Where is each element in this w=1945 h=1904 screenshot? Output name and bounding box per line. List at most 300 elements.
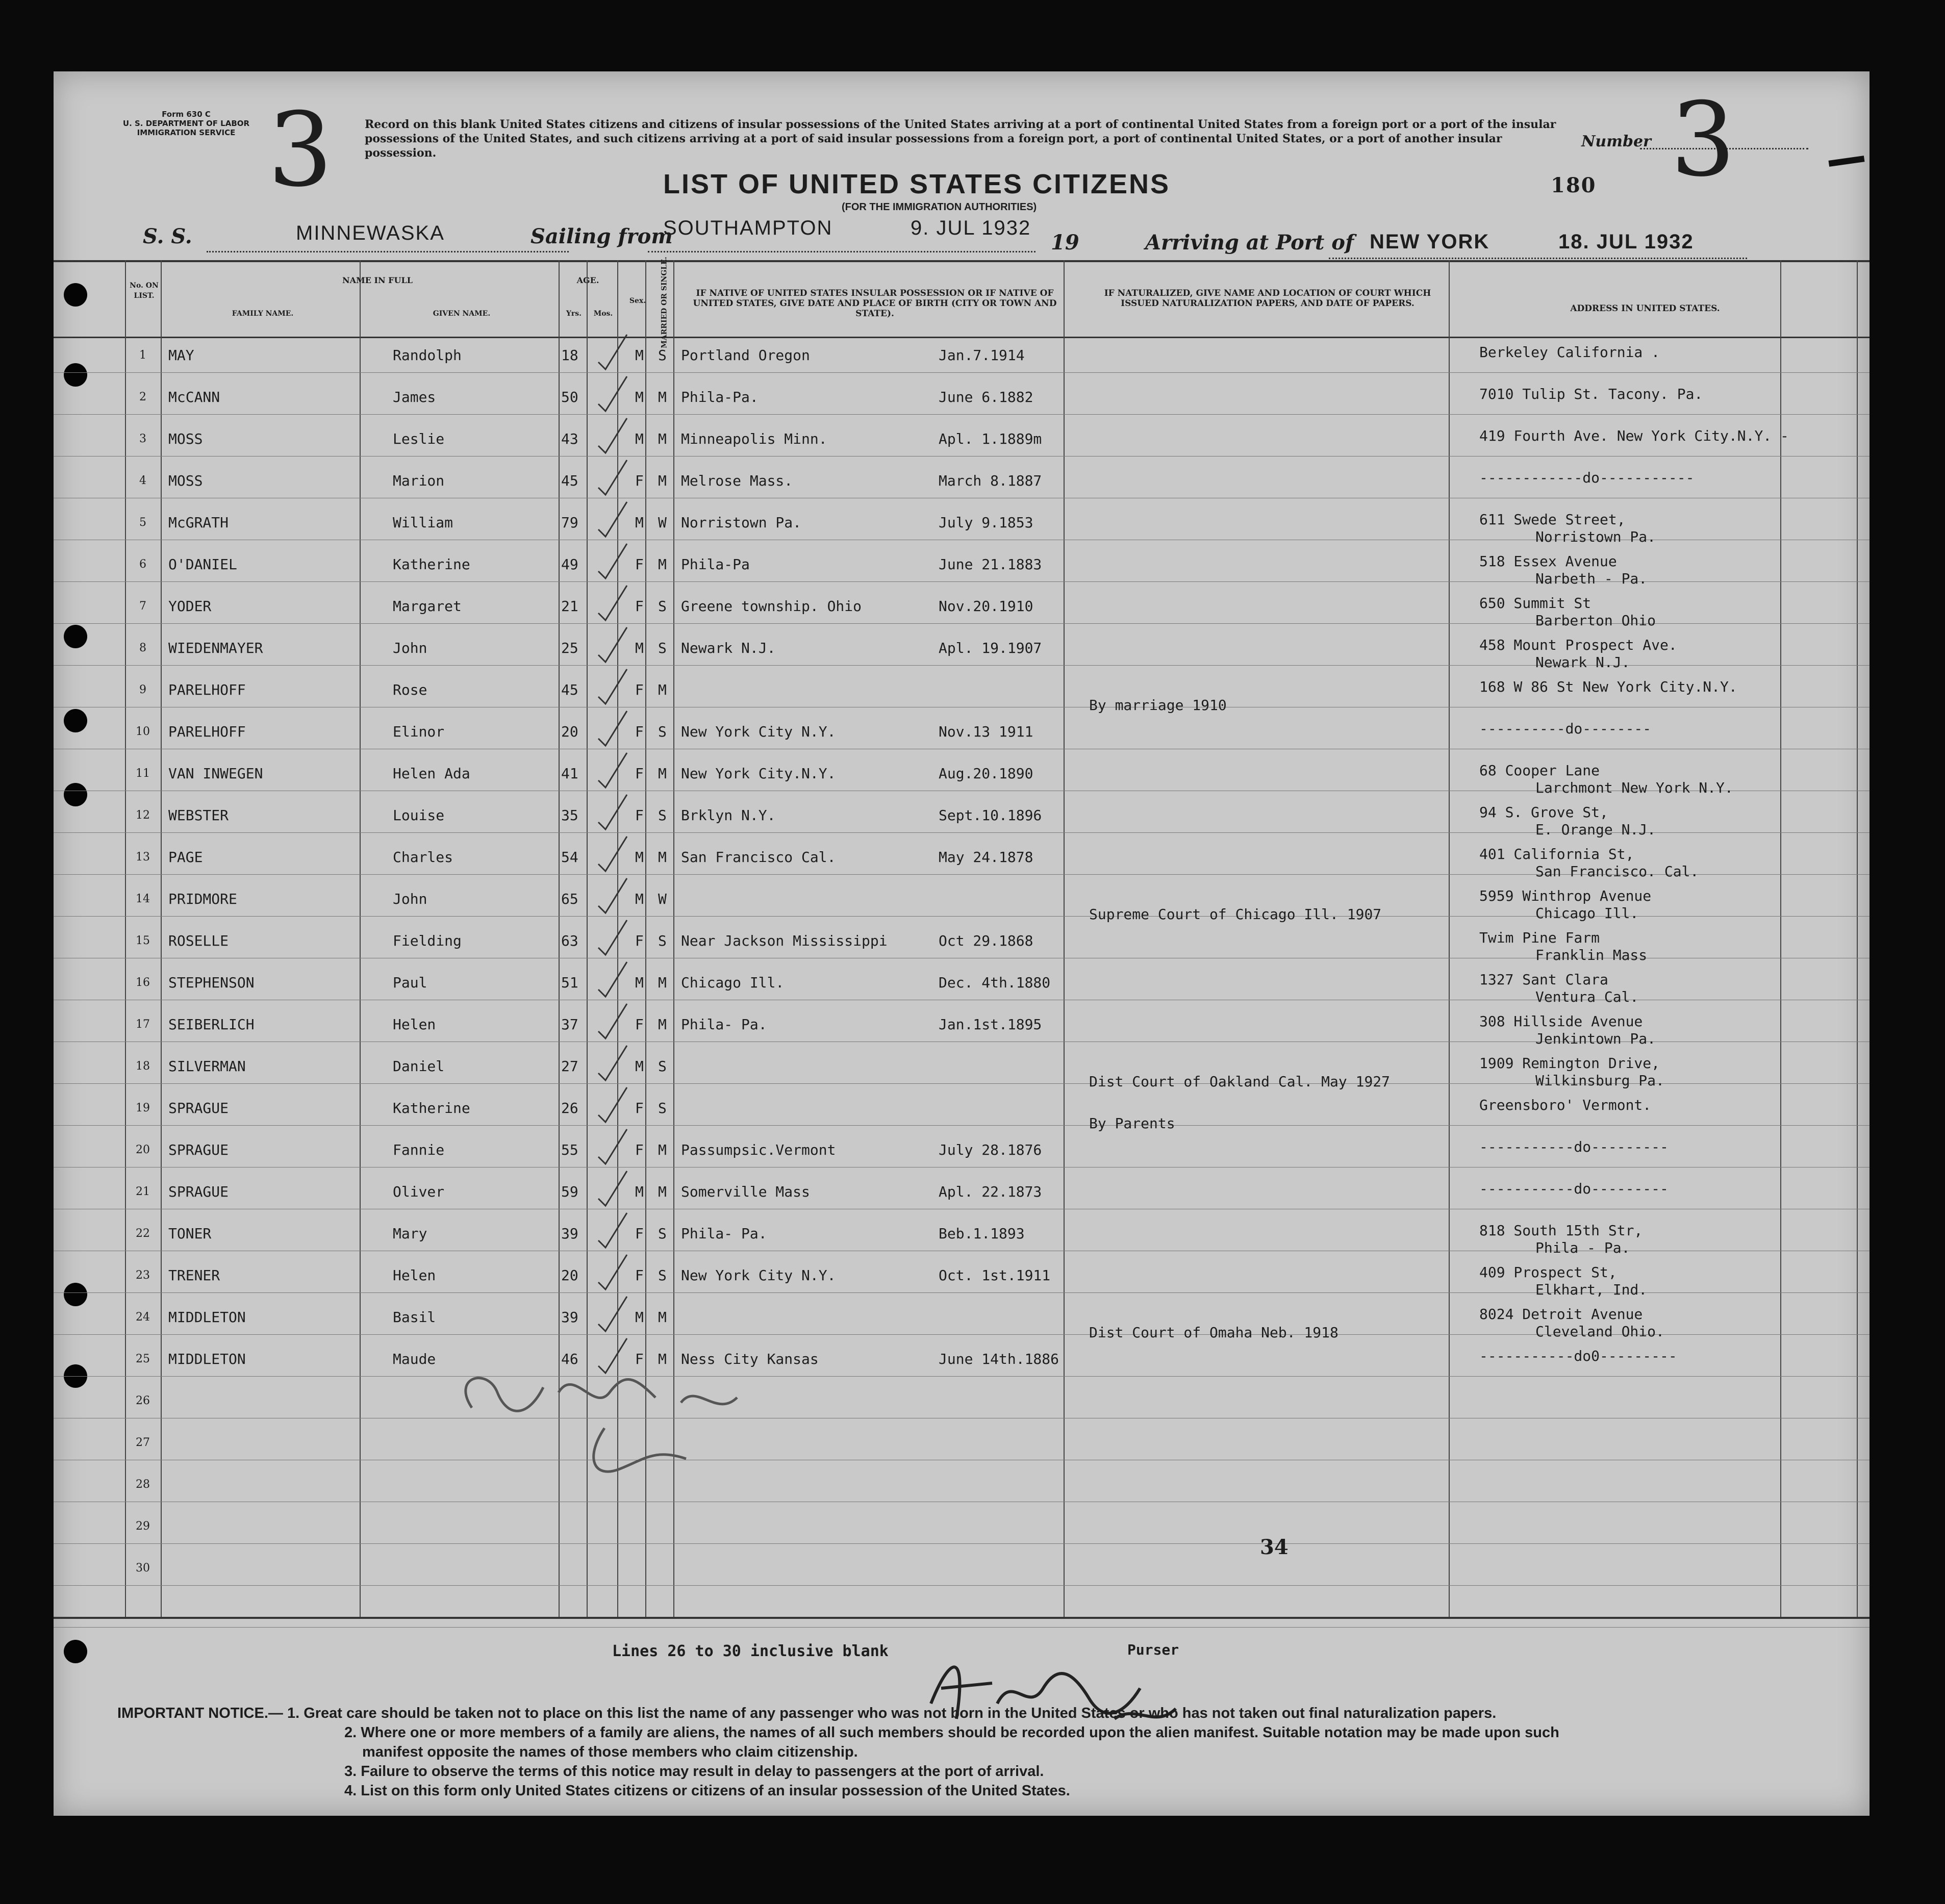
punch-hole	[64, 625, 87, 648]
cell-given: Randolph	[393, 347, 462, 364]
cell-date: June 14th.1886	[939, 1351, 1059, 1367]
cell-addr1: 401 California St,	[1479, 846, 1634, 862]
service-name: IMMIGRATION SERVICE	[137, 128, 236, 137]
check-mark-stroke	[598, 878, 627, 913]
cell-no: 13	[136, 851, 150, 864]
cell-sex: F	[635, 1225, 644, 1242]
cell-addr1: 518 Essex Avenue	[1479, 553, 1617, 570]
cell-place: Phila-Pa	[681, 556, 750, 573]
header-sex: Sex.	[629, 297, 646, 305]
cell-no: 16	[136, 976, 150, 989]
cell-given: Fielding	[393, 932, 462, 949]
cell-age: 59	[561, 1183, 578, 1200]
cell-no: 21	[136, 1185, 150, 1198]
cell-date: June 21.1883	[939, 556, 1042, 573]
cell-age: 43	[561, 430, 578, 447]
cell-addr2: Barberton Ohio	[1535, 612, 1656, 629]
cell-family: STEPHENSON	[168, 974, 255, 991]
cell-addr1: 7010 Tulip St. Tacony. Pa.	[1479, 386, 1703, 402]
form-number: Form 630 C	[162, 110, 211, 119]
cell-date: Apl. 19.1907	[939, 640, 1042, 656]
check-mark-stroke	[598, 544, 627, 578]
cell-date: Oct. 1st.1911	[939, 1267, 1051, 1284]
column-rule	[1064, 260, 1065, 1617]
year-label: 19	[1051, 231, 1079, 255]
cell-family: YODER	[168, 598, 212, 615]
cell-no: 1	[139, 349, 146, 362]
cell-given: Helen Ada	[393, 765, 470, 782]
row-rule	[54, 414, 1870, 415]
cell-sex: M	[635, 389, 644, 405]
cell-no: 9	[139, 683, 146, 696]
cell-date: Aug.20.1890	[939, 765, 1033, 782]
cell-given: Daniel	[393, 1058, 445, 1075]
cell-given: Louise	[393, 807, 445, 824]
ship-line	[207, 251, 569, 252]
cell-date: Oct 29.1868	[939, 932, 1033, 949]
cell-ms: W	[658, 891, 667, 907]
cell-addr1: 8024 Detroit Avenue	[1479, 1306, 1643, 1323]
cell-family: PARELHOFF	[168, 723, 246, 740]
check-mark-icon	[594, 1126, 630, 1167]
cell-family: SILVERMAN	[168, 1058, 246, 1075]
cell-place: Phila- Pa.	[681, 1016, 767, 1033]
cell-place: New York City N.Y.	[681, 723, 836, 740]
check-mark-stroke	[598, 1213, 627, 1248]
cell-sex: M	[635, 347, 644, 364]
cell-addr2: E. Orange N.J.	[1535, 821, 1656, 838]
check-mark-icon	[594, 708, 630, 749]
cell-addr1: 1327 Sant Clara	[1479, 971, 1608, 988]
cell-nat: Dist Court of Omaha Neb. 1918	[1089, 1324, 1338, 1341]
cell-date: Jan.7.1914	[939, 347, 1025, 364]
cell-addr2: Wilkinsburg Pa.	[1535, 1072, 1664, 1089]
arrival-line	[1329, 258, 1747, 259]
cell-given: Fannie	[393, 1141, 445, 1158]
cell-age: 49	[561, 556, 578, 573]
row-rule	[54, 1585, 1870, 1586]
header-address: ADDRESS IN UNITED STATES.	[1570, 303, 1720, 314]
check-mark-stroke	[598, 669, 627, 704]
cell-place: Newark N.J.	[681, 640, 776, 656]
check-mark-stroke	[598, 627, 627, 662]
cell-place: Portland Oregon	[681, 347, 810, 364]
cell-ms: M	[658, 430, 667, 447]
cell-addr2: Phila - Pa.	[1535, 1239, 1630, 1256]
handwritten-initials	[441, 1347, 849, 1540]
cell-sex: M	[635, 430, 644, 447]
cell-addr1: 94 S. Grove St,	[1479, 804, 1608, 821]
check-mark-icon	[594, 624, 630, 665]
cell-addr2: Chicago Ill.	[1535, 905, 1639, 922]
cell-sex: M	[635, 849, 644, 866]
check-mark-icon	[594, 582, 630, 623]
cell-ms: M	[658, 1183, 667, 1200]
cell-addr1: -----------do---------	[1479, 1138, 1669, 1155]
cell-ms: M	[658, 1016, 667, 1033]
cell-no: 4	[139, 474, 146, 487]
check-mark-icon	[594, 1252, 630, 1292]
cell-date: Apl. 22.1873	[939, 1183, 1042, 1200]
cell-date: July 28.1876	[939, 1141, 1042, 1158]
column-rule	[1449, 260, 1450, 1617]
cell-addr2: Franklin Mass	[1535, 947, 1648, 963]
cell-no: 25	[136, 1353, 150, 1365]
cell-family: VAN INWEGEN	[168, 765, 263, 782]
cell-given: Mary	[393, 1225, 427, 1242]
record-instructions: Record on this blank United States citizens and citizens of insular possessions of the United States arriving at a port of continental United States from a foreign port or a port of the insular possessions of the United States, and such citizens arriving at a port of said insular possessions from a foreign port, a port of continental United States, or a port of another insular possession.	[365, 118, 1556, 160]
cell-nat: Supreme Court of Chicago Ill. 1907	[1089, 906, 1382, 923]
cell-given: John	[393, 640, 427, 656]
cell-ms: M	[658, 1351, 667, 1367]
cell-family: O'DANIEL	[168, 556, 237, 573]
cell-place: Passumpsic.Vermont	[681, 1141, 836, 1158]
cell-addr1: Greensboro' Vermont.	[1479, 1097, 1652, 1113]
check-mark-icon	[594, 917, 630, 958]
row-rule	[54, 1543, 1870, 1544]
check-mark-stroke	[598, 418, 627, 453]
cell-place: Chicago Ill.	[681, 974, 785, 991]
notice-title: IMPORTANT NOTICE.—	[117, 1705, 283, 1721]
cell-sex: M	[635, 1183, 644, 1200]
row-rule	[54, 1376, 1870, 1377]
cell-addr1: 419 Fourth Ave. New York City.N.Y. -	[1479, 427, 1789, 444]
cell-ms: S	[658, 1100, 667, 1116]
check-mark-stroke	[598, 1004, 627, 1038]
punch-hole	[64, 283, 87, 307]
check-mark-stroke	[598, 586, 627, 620]
cell-ms: M	[658, 849, 667, 866]
header-no-on-list: No. ON LIST.	[130, 282, 159, 300]
header-birth: IF NATIVE OF UNITED STATES INSULAR POSSESSION OR IF NATIVE OF UNITED STATES, GIVE DATE AND PLACE OF BIRTH (CITY OR TOWN AND STATE).	[693, 288, 1057, 319]
notice-2b: manifest opposite the names of those members who claim citizenship.	[362, 1744, 858, 1760]
check-mark-stroke	[598, 920, 627, 955]
row-rule	[54, 1627, 1870, 1628]
check-mark-icon	[594, 875, 630, 916]
page-stamp: 180	[1551, 173, 1597, 197]
cell-no: 18	[136, 1060, 150, 1073]
cell-given: Margaret	[393, 598, 462, 615]
cell-no: 15	[136, 934, 150, 947]
cell-addr1: -----------do0---------	[1479, 1348, 1677, 1364]
page-number: 34	[1260, 1535, 1289, 1559]
cell-nat: Dist Court of Oakland Cal. May 1927	[1089, 1073, 1391, 1090]
cell-date: Nov.13 1911	[939, 723, 1033, 740]
cell-family: PAGE	[168, 849, 203, 866]
cell-no: 10	[136, 725, 150, 738]
cell-sex: F	[635, 1141, 644, 1158]
cell-age: 27	[561, 1058, 578, 1075]
check-mark-icon	[594, 457, 630, 498]
cell-date: June 6.1882	[939, 389, 1033, 405]
check-mark-stroke	[598, 376, 627, 411]
cell-addr1: 458 Mount Prospect Ave.	[1479, 637, 1677, 653]
cell-addr1: 650 Summit St	[1479, 595, 1592, 612]
cell-age: 45	[561, 472, 578, 489]
cell-ms: S	[658, 807, 667, 824]
cell-place: New York City.N.Y.	[681, 765, 836, 782]
cell-ms: M	[658, 1141, 667, 1158]
ship-name: MINNEWASKA	[296, 222, 445, 244]
cell-addr2: Ventura Cal.	[1535, 988, 1639, 1005]
cell-addr1: ------------do-----------	[1479, 469, 1695, 486]
cell-ms: S	[658, 640, 667, 656]
notice-3: 3. Failure to observe the terms of this notice may result in delay to passengers at the port of arrival.	[344, 1763, 1044, 1780]
cell-family: MOSS	[168, 472, 203, 489]
cell-sex: F	[635, 681, 644, 698]
check-mark-stroke	[598, 962, 627, 997]
check-mark-stroke	[598, 502, 627, 537]
cell-sex: F	[635, 1100, 644, 1116]
check-mark-icon	[594, 1043, 630, 1083]
check-mark-stroke	[598, 1087, 627, 1122]
cell-given: James	[393, 389, 436, 405]
cell-given: Katherine	[393, 1100, 470, 1116]
cell-addr1: 818 South 15th Str,	[1479, 1222, 1643, 1239]
cell-addr1: ----------do--------	[1479, 720, 1652, 737]
important-notice	[117, 1704, 1811, 1800]
cell-no: 20	[136, 1144, 150, 1156]
cell-no: 23	[136, 1269, 150, 1282]
cell-place: San Francisco Cal.	[681, 849, 836, 866]
punch-hole	[64, 783, 87, 806]
cell-given: Helen	[393, 1267, 436, 1284]
initials-scrawl	[466, 1378, 737, 1472]
cell-ms: S	[658, 598, 667, 615]
cell-sex: M	[635, 1058, 644, 1075]
notice-4: 4. List on this form only United States citizens or citizens of an insular possession of the United States.	[344, 1783, 1070, 1799]
cell-addr1: 168 W 86 St New York City.N.Y.	[1479, 678, 1737, 695]
check-mark-icon	[594, 1293, 630, 1334]
punch-hole	[64, 1283, 87, 1306]
cell-family: McGRATH	[168, 514, 229, 531]
cell-age: 37	[561, 1016, 578, 1033]
cell-age: 55	[561, 1141, 578, 1158]
sailing-line	[648, 251, 1035, 252]
cell-family: TRENER	[168, 1267, 220, 1284]
cell-age: 54	[561, 849, 578, 866]
cell-family: MAY	[168, 347, 194, 364]
cell-no: 11	[136, 767, 150, 780]
cell-addr2: Elkhart, Ind.	[1535, 1281, 1648, 1298]
cell-sex: F	[635, 1267, 644, 1284]
cell-date: Nov.20.1910	[939, 598, 1033, 615]
cell-addr2: Newark N.J.	[1535, 654, 1630, 671]
cell-family: SEIBERLICH	[168, 1016, 255, 1033]
cell-ms: S	[658, 1225, 667, 1242]
cell-ms: M	[658, 974, 667, 991]
date-from: 9. JUL 1932	[911, 217, 1031, 239]
header-yrs: Yrs.	[566, 310, 582, 318]
cell-nat: By Parents	[1089, 1115, 1175, 1132]
cell-place: Melrose Mass.	[681, 472, 793, 489]
cell-no: 8	[139, 642, 146, 654]
cell-family: PRIDMORE	[168, 891, 237, 907]
check-mark-stroke	[598, 1297, 627, 1331]
cell-sex: F	[635, 765, 644, 782]
cell-no: 26	[136, 1394, 150, 1407]
header-name-in-full: NAME IN FULL	[342, 275, 413, 285]
check-mark-icon	[594, 1168, 630, 1209]
check-mark-stroke	[598, 753, 627, 788]
header-mos: Mos.	[593, 310, 613, 318]
check-mark-icon	[594, 750, 630, 791]
cell-place: New York City N.Y.	[681, 1267, 836, 1284]
cell-age: 25	[561, 640, 578, 656]
column-rule	[1857, 260, 1858, 1617]
cell-ms: M	[658, 472, 667, 489]
cell-no: 19	[136, 1102, 150, 1114]
check-mark-stroke	[598, 1255, 627, 1289]
cell-age: 21	[561, 598, 578, 615]
cell-ms: M	[658, 765, 667, 782]
cell-sex: M	[635, 514, 644, 531]
form-meta	[102, 110, 270, 137]
cell-family: WIEDENMAYER	[168, 640, 263, 656]
row-rule	[54, 1125, 1870, 1126]
cell-no: 22	[136, 1227, 150, 1240]
port-to: NEW YORK	[1370, 231, 1490, 253]
check-mark-stroke	[598, 711, 627, 746]
cell-addr2: Narbeth - Pa.	[1535, 570, 1648, 587]
punch-hole	[64, 709, 87, 732]
check-mark-icon	[594, 792, 630, 832]
cell-date: March 8.1887	[939, 472, 1042, 489]
cell-family: MIDDLETON	[168, 1351, 246, 1367]
cell-family: SPRAGUE	[168, 1183, 229, 1200]
cell-date: Sept.10.1896	[939, 807, 1042, 824]
cell-given: Paul	[393, 974, 427, 991]
page-title: LIST OF UNITED STATES CITIZENS	[663, 169, 1170, 199]
department-name: U. S. DEPARTMENT OF LABOR	[122, 119, 250, 128]
cell-ms: M	[658, 681, 667, 698]
cell-no: 2	[139, 391, 146, 403]
check-mark-stroke	[598, 795, 627, 829]
cell-no: 3	[139, 433, 146, 445]
cell-addr1: 68 Cooper Lane	[1479, 762, 1600, 779]
cell-no: 6	[139, 558, 146, 571]
cell-ms: S	[658, 723, 667, 740]
purser-label: Purser	[1127, 1641, 1179, 1658]
check-mark-icon	[594, 1210, 630, 1251]
column-rule	[125, 260, 126, 1617]
cell-no: 30	[136, 1562, 150, 1575]
cell-age: 39	[561, 1225, 578, 1242]
check-mark-icon	[594, 666, 630, 707]
cell-no: 27	[136, 1436, 150, 1449]
check-mark-icon	[594, 1084, 630, 1125]
cell-ms: M	[658, 556, 667, 573]
cell-family: MOSS	[168, 430, 203, 447]
port-from: SOUTHAMPTON	[663, 217, 833, 239]
header-age: AGE.	[576, 275, 599, 285]
cell-addr2: San Francisco. Cal.	[1535, 863, 1699, 880]
cell-sex: M	[635, 1309, 644, 1326]
cell-age: 18	[561, 347, 578, 364]
cell-addr1: -----------do---------	[1479, 1180, 1669, 1197]
cell-age: 35	[561, 807, 578, 824]
cell-place: Norristown Pa.	[681, 514, 802, 531]
cell-addr1: 611 Swede Street,	[1479, 511, 1626, 528]
check-mark-stroke	[598, 460, 627, 495]
header-bottom-rule	[54, 337, 1870, 338]
check-mark-icon	[594, 959, 630, 1000]
cell-date: May 24.1878	[939, 849, 1033, 866]
cell-addr2: Cleveland Ohio.	[1535, 1323, 1664, 1340]
cell-addr2: Larchmont New York N.Y.	[1535, 779, 1733, 796]
cell-sex: F	[635, 1016, 644, 1033]
cell-family: TONER	[168, 1225, 212, 1242]
cell-place: Phila- Pa.	[681, 1225, 767, 1242]
cell-addr1: 409 Prospect St,	[1479, 1264, 1617, 1281]
check-mark-icon	[594, 373, 630, 414]
column-rule	[1780, 260, 1781, 1617]
cell-given: William	[393, 514, 453, 531]
cell-addr1: 5959 Winthrop Avenue	[1479, 887, 1652, 904]
cell-family: WEBSTER	[168, 807, 229, 824]
header-married: MARRIED OR SINGLE.	[660, 257, 669, 348]
page-subtitle: (FOR THE IMMIGRATION AUTHORITIES)	[842, 201, 1037, 213]
cell-age: 51	[561, 974, 578, 991]
cell-addr2: Norristown Pa.	[1535, 528, 1656, 545]
cell-addr1: Twim Pine Farm	[1479, 929, 1600, 946]
date-to: 18. JUL 1932	[1558, 231, 1694, 253]
check-mark-icon	[594, 499, 630, 540]
cell-given: Marion	[393, 472, 445, 489]
cell-no: 29	[136, 1520, 150, 1533]
header-family-name: FAMILY NAME.	[232, 310, 294, 318]
cell-sex: M	[635, 974, 644, 991]
cell-place: Ness City Kansas	[681, 1351, 819, 1367]
cell-family: MIDDLETON	[168, 1309, 246, 1326]
cell-place: Greene township. Ohio	[681, 598, 862, 615]
cell-given: Leslie	[393, 430, 445, 447]
cell-age: 26	[561, 1100, 578, 1116]
cell-given: Rose	[393, 681, 427, 698]
cell-ms: S	[658, 1058, 667, 1075]
check-mark-icon	[594, 1001, 630, 1042]
check-mark-icon	[594, 541, 630, 581]
cell-no: 28	[136, 1478, 150, 1491]
cell-age: 20	[561, 723, 578, 740]
check-mark-stroke	[598, 1171, 627, 1206]
cell-date: July 9.1853	[939, 514, 1033, 531]
cell-given: John	[393, 891, 427, 907]
cell-date: Jan.1st.1895	[939, 1016, 1042, 1033]
table-bottom-rule	[54, 1617, 1870, 1619]
cell-place: Near Jackson Mississippi	[681, 932, 888, 949]
cell-addr1: Berkeley California .	[1479, 344, 1660, 361]
cell-ms: S	[658, 932, 667, 949]
cell-given: Charles	[393, 849, 453, 866]
cell-age: 20	[561, 1267, 578, 1284]
cell-date: Dec. 4th.1880	[939, 974, 1051, 991]
cell-family: SPRAGUE	[168, 1100, 229, 1116]
cell-sex: F	[635, 556, 644, 573]
cell-place: Minneapolis Minn.	[681, 430, 827, 447]
check-mark-icon	[594, 833, 630, 874]
check-mark-stroke	[598, 1129, 627, 1164]
cell-age: 39	[561, 1309, 578, 1326]
notice-1: 1. Great care should be taken not to place on this list the name of any passenger who was not born in the United States or who has not taken out final naturalization papers.	[287, 1705, 1497, 1721]
cell-given: Helen	[393, 1016, 436, 1033]
row-rule	[54, 372, 1870, 373]
cell-family: PARELHOFF	[168, 681, 246, 698]
cell-age: 65	[561, 891, 578, 907]
cell-sex: F	[635, 932, 644, 949]
cell-age: 41	[561, 765, 578, 782]
cell-sex: F	[635, 598, 644, 615]
